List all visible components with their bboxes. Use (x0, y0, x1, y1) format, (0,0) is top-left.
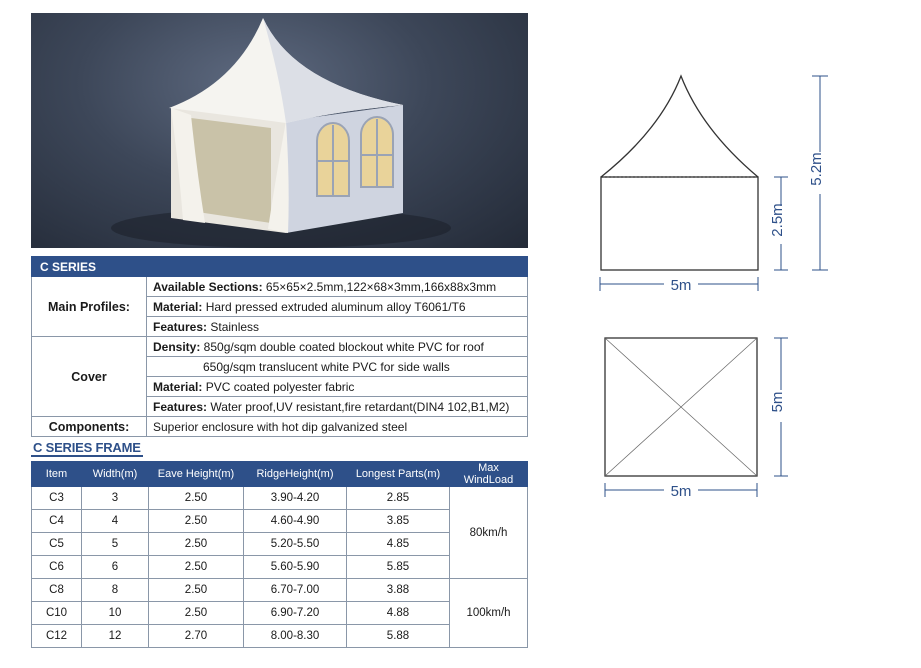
cell: 2.50 (149, 533, 244, 556)
cover-label: Cover (32, 337, 147, 417)
col-header: Longest Parts(m) (347, 462, 450, 487)
components-value: Superior enclosure with hot dip galvanized steel (147, 417, 528, 437)
table-row (32, 579, 528, 602)
spec-row: Density: 850g/sqm double coated blockout white PVC for roof (147, 337, 528, 357)
spec-row: Material: PVC coated polyester fabric (147, 377, 528, 397)
top-plan-diagram (605, 338, 757, 476)
top-dimension-lines (605, 338, 788, 497)
col-header: Width(m) (82, 462, 149, 487)
cell: 4.88 (347, 602, 450, 625)
cell: 2.50 (149, 556, 244, 579)
cell: 12 (82, 625, 149, 648)
cell: C6 (32, 556, 82, 579)
eave-height-label: 2.5m (769, 203, 786, 237)
wind-load-cell: 80km/h (450, 487, 528, 579)
col-header: Item (32, 462, 82, 487)
spec-row: Available Sections: 65×65×2.5mm,122×68×3mm,166x88x3mm (147, 277, 528, 297)
col-header: RidgeHeight(m) (244, 462, 347, 487)
cell: 3.88 (347, 579, 450, 602)
cell: 5 (82, 533, 149, 556)
cell: 2.50 (149, 510, 244, 533)
cell: 5.88 (347, 625, 450, 648)
cell: 3.90-4.20 (244, 487, 347, 510)
main-profiles-label: Main Profiles: (32, 277, 147, 337)
spec-table (31, 256, 528, 437)
cell: 4 (82, 510, 149, 533)
cell: 2.50 (149, 602, 244, 625)
cell: 6.70-7.00 (244, 579, 347, 602)
side-width-label: 5m (670, 277, 692, 294)
col-header: Eave Height(m) (149, 462, 244, 487)
spec-row: Material: Hard pressed extruded aluminum alloy T6061/T6 (147, 297, 528, 317)
cell: C8 (32, 579, 82, 602)
wind-load-cell: 100km/h (450, 579, 528, 648)
cell: 6.90-7.20 (244, 602, 347, 625)
spec-row: Features: Stainless (147, 317, 528, 337)
spec-row: Features: Water proof,UV resistant,fire retardant(DIN4 102,B1,M2) (147, 397, 528, 417)
cell: 4.85 (347, 533, 450, 556)
cell: C5 (32, 533, 82, 556)
cell: C12 (32, 625, 82, 648)
side-dimension-lines (600, 76, 828, 291)
cell: 6 (82, 556, 149, 579)
frame-title: C SERIES FRAME (33, 440, 141, 455)
top-depth-label: 5m (769, 391, 786, 413)
cell: 2.50 (149, 579, 244, 602)
components-label: Components: (32, 417, 147, 437)
cell: 2.50 (149, 487, 244, 510)
spec-row: 650g/sqm translucent white PVC for side walls (147, 357, 528, 377)
cell: 3 (82, 487, 149, 510)
cell: 5.85 (347, 556, 450, 579)
tent-diagrams (590, 60, 850, 510)
cell: 2.85 (347, 487, 450, 510)
cell: 8.00-8.30 (244, 625, 347, 648)
tent-photo (31, 13, 528, 248)
cell: C4 (32, 510, 82, 533)
ridge-height-label: 5.2m (808, 152, 825, 186)
frame-table (31, 461, 528, 648)
cell: C10 (32, 602, 82, 625)
top-width-label: 5m (670, 483, 692, 500)
cell: C3 (32, 487, 82, 510)
cell: 8 (82, 579, 149, 602)
cell: 5.60-5.90 (244, 556, 347, 579)
side-elevation-diagram (601, 76, 758, 270)
cell: 5.20-5.50 (244, 533, 347, 556)
cell: 2.70 (149, 625, 244, 648)
cell: 3.85 (347, 510, 450, 533)
spec-title: C SERIES (32, 257, 528, 277)
col-header: Max WindLoad (450, 462, 528, 487)
table-row (32, 487, 528, 510)
cell: 4.60-4.90 (244, 510, 347, 533)
cell: 10 (82, 602, 149, 625)
